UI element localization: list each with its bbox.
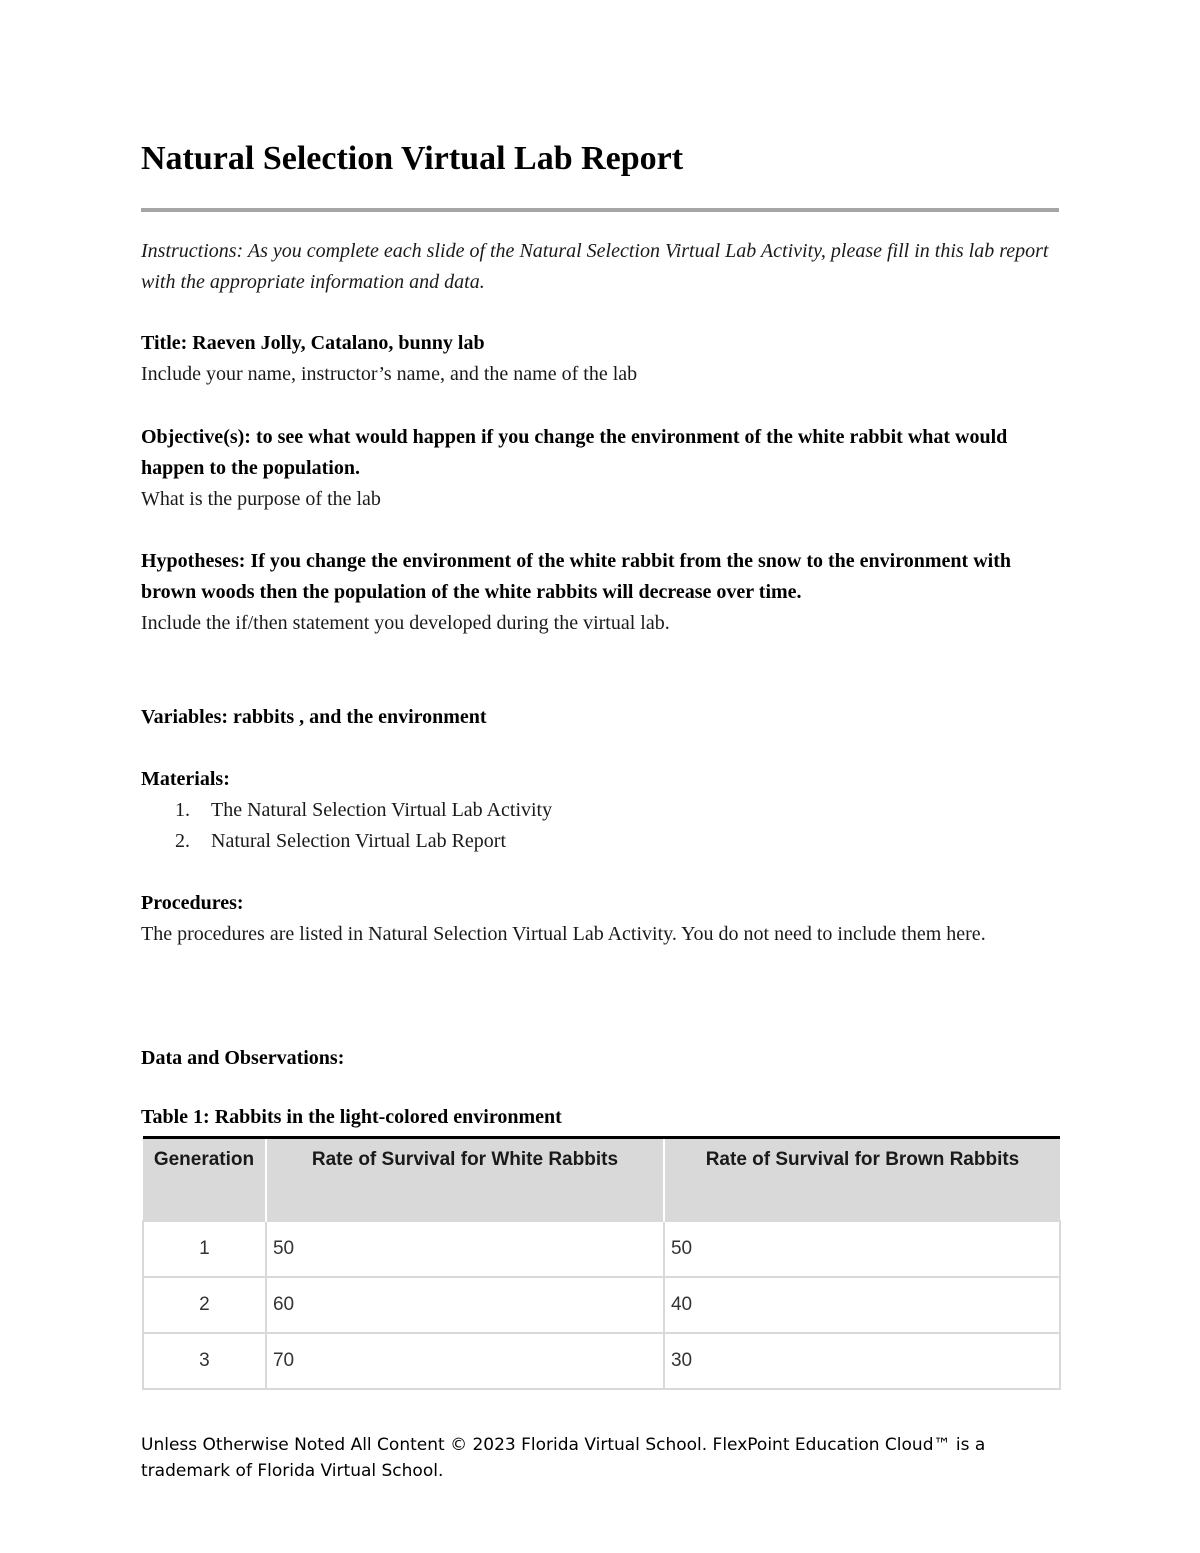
table-cell: 50 [664, 1221, 1060, 1277]
variables-value: rabbits , and the environment [233, 706, 487, 728]
column-header: Rate of Survival for White Rabbits [266, 1138, 664, 1222]
data-heading: Data and Observations: [141, 1047, 345, 1069]
hypotheses-value: If you change the environment of the white rabbit from the snow to the environment with brown woods then the population of the white rabbits will decrease over time. [141, 550, 1011, 603]
materials-heading: Materials: [141, 768, 230, 790]
title-divider [141, 208, 1059, 212]
table-cell: 60 [266, 1277, 664, 1333]
table-row [143, 1277, 1060, 1333]
objective-section [141, 422, 1056, 515]
table-header-row [143, 1138, 1060, 1222]
column-header: Generation [143, 1138, 266, 1222]
list-item: 1. The Natural Selection Virtual Lab Activity [175, 799, 553, 821]
hypotheses-help: Include the if/then statement you developed during the virtual lab. [141, 612, 670, 634]
table-cell: 30 [664, 1333, 1060, 1389]
objective-label: Objective(s): [141, 426, 251, 448]
table-cell: 2 [143, 1277, 266, 1333]
procedures-section [141, 888, 1056, 950]
table-cell: 50 [266, 1221, 664, 1277]
table-cell: 70 [266, 1333, 664, 1389]
title-label: Title: [141, 332, 188, 354]
list-item: 2. Natural Selection Virtual Lab Report [175, 830, 507, 852]
table-cell: 40 [664, 1277, 1060, 1333]
column-header: Rate of Survival for Brown Rabbits [664, 1138, 1060, 1222]
hypotheses-label: Hypotheses: [141, 550, 246, 572]
table-row [143, 1221, 1060, 1277]
materials-list [141, 795, 552, 857]
variables-label: Variables: [141, 706, 229, 728]
title-value: Raeven Jolly, Catalano, bunny lab [192, 332, 485, 354]
table-row [143, 1333, 1060, 1389]
objective-help: What is the purpose of the lab [141, 488, 381, 510]
hypotheses-section [141, 546, 1056, 639]
procedures-text: The procedures are listed in Natural Selection Virtual Lab Activity. You do not need to include them here. [141, 923, 986, 945]
copyright-footer: Unless Otherwise Noted All Content © 2023 Florida Virtual School. FlexPoint Education Cloud™ is a trademark of Florida Virtual School. [141, 1435, 986, 1481]
instructions-text: Instructions: As you complete each slide of the Natural Selection Virtual Lab Activity, please fill in this lab report with the appropriate information and data. [141, 240, 1049, 293]
survival-table [142, 1136, 1061, 1390]
title-section [141, 328, 1056, 390]
page-title: Natural Selection Virtual Lab Report [141, 140, 684, 177]
variables-section [141, 702, 1056, 733]
table-cell: 3 [143, 1333, 266, 1389]
procedures-heading: Procedures: [141, 892, 244, 914]
table-cell: 1 [143, 1221, 266, 1277]
title-help: Include your name, instructor’s name, and the name of the lab [141, 363, 638, 385]
objective-value: to see what would happen if you change the environment of the white rabbit what would happen to the population. [141, 426, 1008, 479]
table-caption: Table 1: Rabbits in the light-colored environment [141, 1106, 562, 1128]
